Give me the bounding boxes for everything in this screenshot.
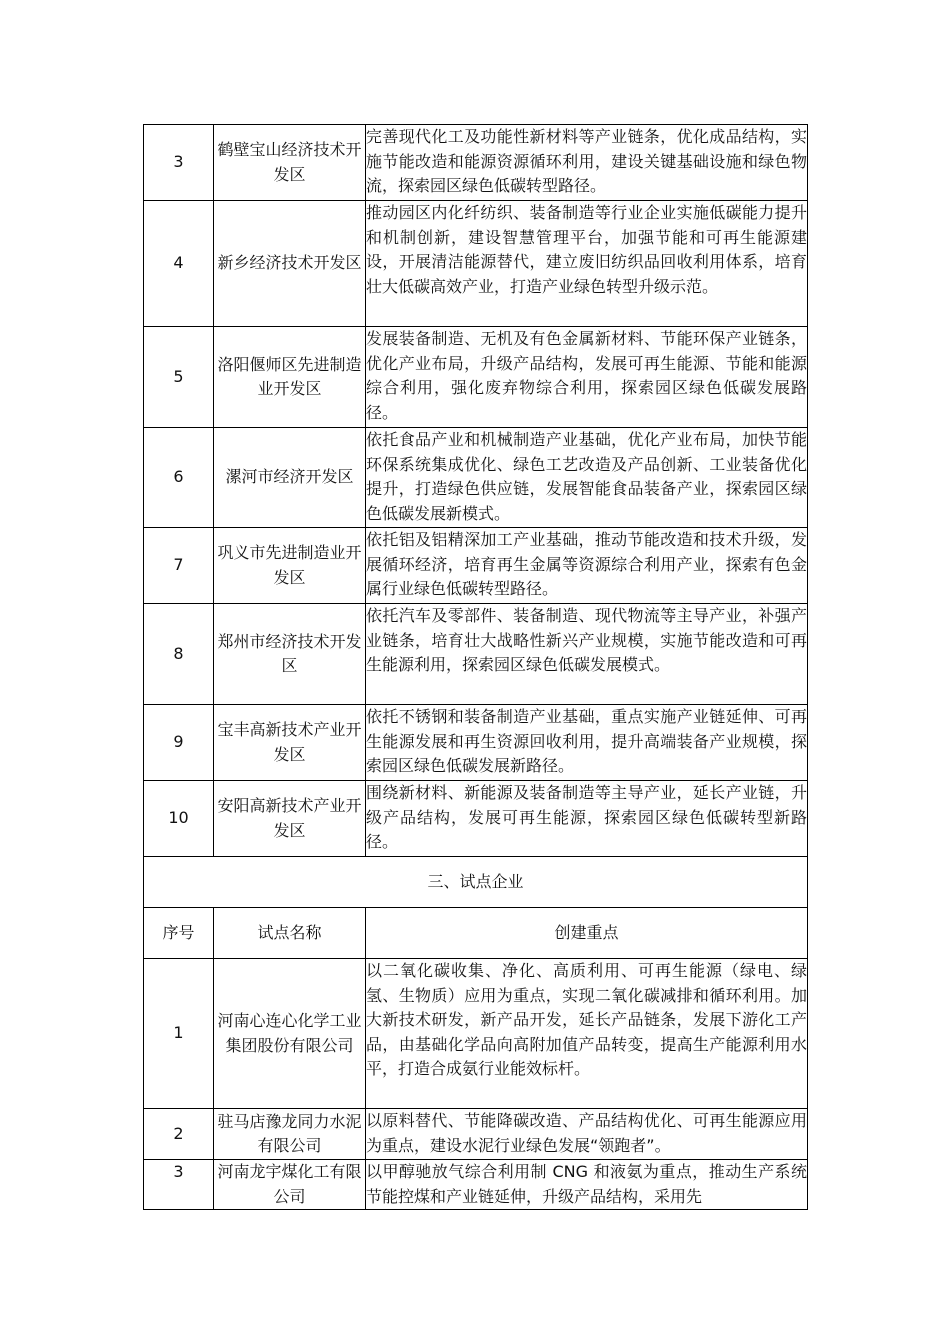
section-row [144, 857, 808, 908]
table-row [144, 327, 808, 428]
pilot-name: 河南龙宇煤化工有限公司 [214, 1160, 366, 1210]
pilot-focus: 完善现代化工及功能性新材料等产业链条，优化成品结构，实施节能改造和能源资源循环利用，建设关键基础设施和绿色物流，探索园区绿色低碳转型路径。 [366, 125, 808, 201]
row-number: 5 [144, 327, 214, 428]
row-number: 3 [144, 1160, 214, 1210]
table-row [144, 781, 808, 857]
pilot-name: 安阳高新技术产业开发区 [214, 781, 366, 857]
table-row [144, 705, 808, 781]
table-row [144, 428, 808, 528]
pilot-name: 新乡经济技术开发区 [214, 201, 366, 327]
pilot-focus: 依托食品产业和机械制造产业基础，优化产业布局，加快节能环保系统集成优化、绿色工艺改造及产品创新、工业装备优化提升，打造绿色供应链，发展智能食品装备产业，探索园区绿色低碳发展新模式。 [366, 428, 808, 528]
table-row [144, 604, 808, 705]
pilot-name: 漯河市经济开发区 [214, 428, 366, 528]
pilot-name: 驻马店豫龙同力水泥有限公司 [214, 1109, 366, 1160]
row-number: 2 [144, 1109, 214, 1160]
pilot-table [143, 124, 808, 1210]
pilot-name: 鹤壁宝山经济技术开发区 [214, 125, 366, 201]
row-number: 6 [144, 428, 214, 528]
section-title: 三、试点企业 [144, 857, 808, 908]
pilot-focus: 以原料替代、节能降碳改造、产品结构优化、可再生能源应用为重点，建设水泥行业绿色发展“领跑者”。 [366, 1109, 808, 1160]
table-row [144, 1160, 808, 1210]
table-row [144, 959, 808, 1109]
header-focus: 创建重点 [366, 908, 808, 959]
table-row [144, 528, 808, 604]
pilot-focus: 以二氧化碳收集、净化、高质利用、可再生能源（绿电、绿氢、生物质）应用为重点，实现二氧化碳减排和循环利用。加大新技术研发，新产品开发，延长产品链条，发展下游化工产品，由基础化学品向高附加值产品转变，提高生产能源利用水平，打造合成氨行业能效标杆。 [366, 959, 808, 1109]
row-number: 7 [144, 528, 214, 604]
row-number: 4 [144, 201, 214, 327]
table-row [144, 125, 808, 201]
header-row [144, 908, 808, 959]
row-number: 8 [144, 604, 214, 705]
pilot-name: 河南心连心化学工业集团股份有限公司 [214, 959, 366, 1109]
row-number: 3 [144, 125, 214, 201]
pilot-focus: 依托铝及铝精深加工产业基础，推动节能改造和技术升级，发展循环经济，培育再生金属等资源综合利用产业，探索有色金属行业绿色低碳转型路径。 [366, 528, 808, 604]
pilot-name: 郑州市经济技术开发区 [214, 604, 366, 705]
pilot-focus: 围绕新材料、新能源及装备制造等主导产业，延长产业链，升级产品结构，发展可再生能源，探索园区绿色低碳转型新路径。 [366, 781, 808, 857]
pilot-focus: 发展装备制造、无机及有色金属新材料、节能环保产业链条，优化产业布局，升级产品结构，发展可再生能源、节能和能源综合利用，强化废弃物综合利用，探索园区绿色低碳发展路径。 [366, 327, 808, 428]
pilot-focus: 依托不锈钢和装备制造产业基础，重点实施产业链延伸、可再生能源发展和再生资源回收利用，提升高端装备产业规模，探索园区绿色低碳发展新路径。 [366, 705, 808, 781]
header-name: 试点名称 [214, 908, 366, 959]
row-number: 10 [144, 781, 214, 857]
table-row [144, 201, 808, 327]
header-number: 序号 [144, 908, 214, 959]
row-number: 1 [144, 959, 214, 1109]
pilot-focus: 推动园区内化纤纺织、装备制造等行业企业实施低碳能力提升和机制创新，建设智慧管理平台，加强节能和可再生能源建设，开展清洁能源替代，建立废旧纺织品回收利用体系，培育壮大低碳高效产业，打造产业绿色转型升级示范。 [366, 201, 808, 327]
pilot-name: 巩义市先进制造业开发区 [214, 528, 366, 604]
pilot-name: 洛阳偃师区先进制造业开发区 [214, 327, 366, 428]
pilot-focus: 依托汽车及零部件、装备制造、现代物流等主导产业，补强产业链条，培育壮大战略性新兴产业规模，实施节能改造和可再生能源利用，探索园区绿色低碳发展模式。 [366, 604, 808, 705]
table-row [144, 1109, 808, 1160]
row-number: 9 [144, 705, 214, 781]
pilot-focus: 以甲醇驰放气综合利用制 CNG 和液氨为重点，推动生产系统节能控煤和产业链延伸，升级产品结构，采用先 [366, 1160, 808, 1210]
pilot-name: 宝丰高新技术产业开发区 [214, 705, 366, 781]
